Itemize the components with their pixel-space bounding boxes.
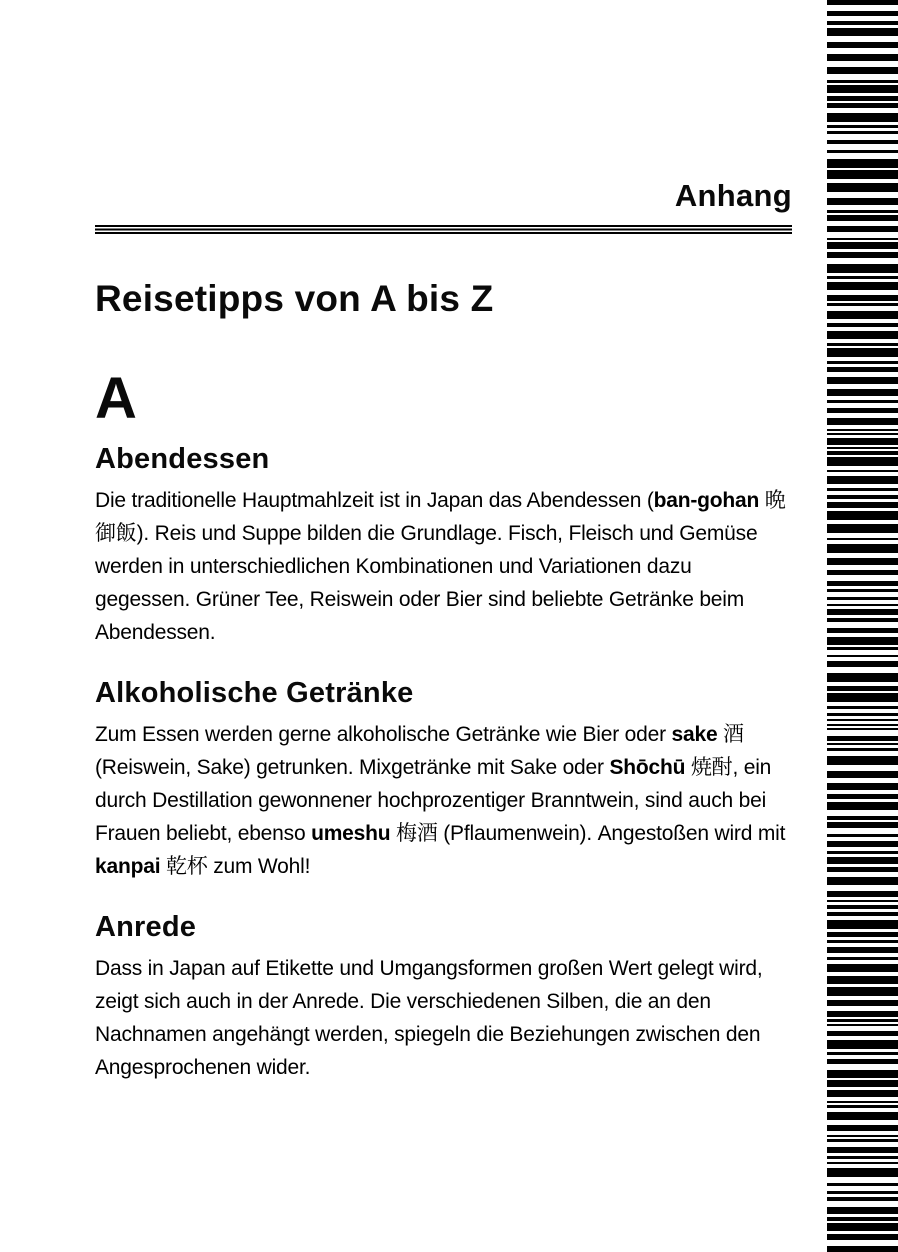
header-rule	[95, 225, 792, 234]
page-content	[95, 0, 792, 1085]
letter-index-heading: A	[95, 366, 137, 431]
section-heading-alkoholische-getraenke: Alkoholische Getränke	[95, 676, 414, 709]
section-body-anrede: Dass in Japan auf Etikette und Umgangsformen großen Wert gelegt wird, zeigt sich auch in der Anrede. Die verschiedenen Silben, die an den Nachnamen angehängt werden, spiegeln die Beziehungen zwischen den Angesprochenen wider.	[95, 956, 763, 1079]
chapter-header: Anhang	[674, 178, 792, 213]
section-heading-abendessen: Abendessen	[95, 443, 270, 475]
page-title: Reisetipps von A bis Z	[95, 278, 494, 319]
section-body-abendessen: Die traditionelle Hauptmahlzeit ist in Japan das Abendessen (ban-gohan 晩御飯). Reis und Suppe bilden die Grundlage. Fisch, Fleisch und Gemüse werden in unterschiedlichen Kombinationen und Variationen dazu gegessen. Grüner Tee, Reiswein oder Bier sind beliebte Getränke beim Abendessen.	[95, 489, 786, 644]
page-edge-barcode	[827, 0, 898, 1252]
section-body-alkoholische-getraenke: Zum Essen werden gerne alkoholische Getränke wie Bier oder sake 酒 (Reiswein, Sake) getrunken. Mixgetränke mit Sake oder Shōchū 焼酎, ein durch Destillation gewonnener hochprozentiger Branntwein, sind auch bei Frauen beliebt, ebenso umeshu 梅酒 (Pflaumenwein). Angestoßen wird mit kanpai 乾杯 zum Wohl!	[95, 722, 786, 878]
section-alkoholische-getraenke	[95, 677, 792, 884]
section-abendessen	[95, 443, 792, 650]
section-heading-anrede: Anrede	[95, 910, 197, 943]
section-anrede	[95, 911, 792, 1085]
